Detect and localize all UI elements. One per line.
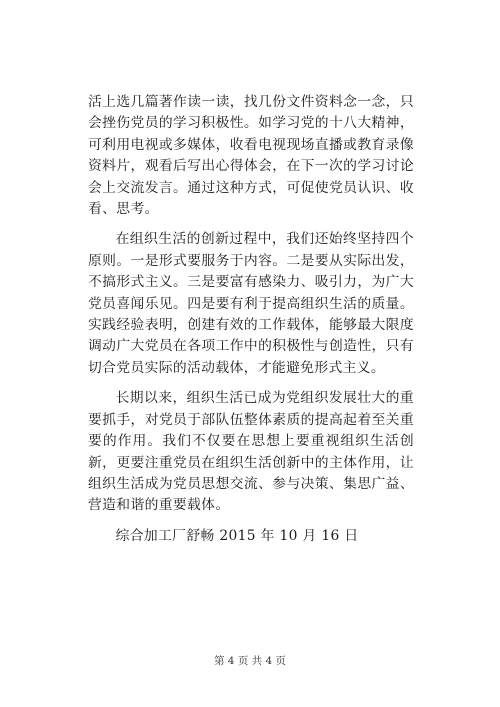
- paragraph-continued: 活上选几篇著作读一读，找几份文件资料念一念，只会挫伤党员的学习积极性。如学习党的十八大精神，可利用电视或多媒体，收看电视现场直播或教育录像资料片，观看后写出心得体会，在下一次的学习讨论会上交流发言。通过这种方式，可促使党员认识、收看、思考。: [88, 94, 414, 218]
- paragraph-long-term: 长期以来，组织生活已成为党组织发展壮大的重要抓手，对党员于部队伍整体素质的提高起着至关重要的作用。我们不仅要在思想上要重视组织生活创新，更要注重党员在组织生活创新中的主体作用，让组织生活成为党员思想交流、参与决策、集思广益、营造和谐的重要载体。: [88, 390, 414, 514]
- document-body: [88, 92, 414, 547]
- page-number-footer: 第 4 页 共 4 页: [213, 655, 287, 667]
- paragraph-principles: 在组织生活的创新过程中，我们还始终坚持四个原则。一是形式要服务于内容。二是要从实际出发，不搞形式主义。三是要富有感染力、吸引力，为广大党员喜闻乐见。四是要有利于提高组织生活的质量。实践经验表明，创建有效的工作载体，能够最大限度调动广大党员在各项工作中的积极性与创造性，只有切合党员实际的活动载体，才能避免形式主义。: [88, 231, 414, 376]
- signature-line: 综合加工厂舒畅 2015 年 10 月 16 日: [115, 527, 359, 544]
